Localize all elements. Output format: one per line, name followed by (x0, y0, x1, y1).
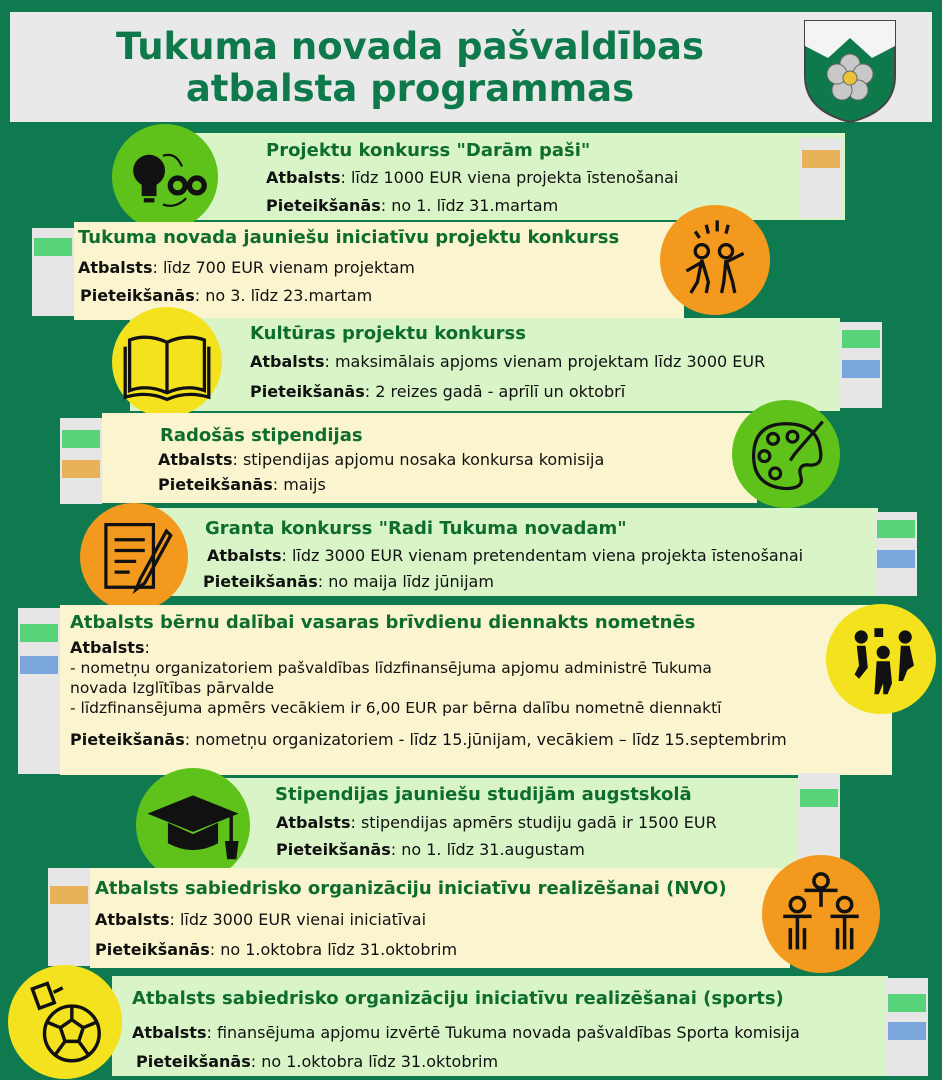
card-tab (18, 608, 60, 774)
program-title: Kultūras projektu konkurss (250, 323, 526, 344)
program-title: Atbalsts sabiedrisko organizāciju iniciatīvu realizēšanai (NVO) (95, 878, 727, 899)
graduation-cap-icon (136, 768, 250, 882)
program-apply: Pieteikšanās: no 1.oktobra līdz 31.oktobrim (136, 1052, 499, 1071)
program-title: Tukuma novada jauniešu iniciatīvu projektu konkurss (78, 227, 620, 248)
lightbulb-gears-icon (112, 124, 218, 230)
tab-marker (20, 656, 58, 674)
card-tab (60, 418, 102, 504)
program-support: Atbalsts: līdz 3000 EUR vienam pretendentam viena projekta īstenošanai (207, 546, 804, 565)
program-apply: Pieteikšanās: maijs (158, 475, 326, 494)
document-pen-icon (80, 503, 188, 611)
card-tab (48, 868, 90, 966)
program-support: Atbalsts: (70, 638, 150, 657)
program-detail: novada Izglītības pārvalde (70, 679, 275, 697)
program-apply: Pieteikšanās: 2 reizes gadā - aprīlī un oktobrī (250, 382, 626, 401)
header-banner (10, 12, 932, 122)
coat-of-arms-icon (800, 16, 900, 126)
paint-palette-icon (732, 400, 840, 508)
program-support: Atbalsts: līdz 1000 EUR viena projekta īstenošanai (266, 168, 679, 187)
program-title: Stipendijas jauniešu studijām augstskolā (275, 784, 692, 805)
program-support: Atbalsts: finansējuma apjomu izvērtē Tukuma novada pašvaldības Sporta komisija (132, 1023, 800, 1042)
tab-marker (888, 1022, 926, 1040)
program-support: Atbalsts: līdz 700 EUR vienam projektam (78, 258, 415, 277)
tab-marker (877, 520, 915, 538)
program-title: Granta konkurss "Radi Tukuma novadam" (205, 518, 627, 539)
tab-marker (842, 330, 880, 348)
program-title: Atbalsts bērnu dalībai vasaras brīvdienu diennakts nometnēs (70, 612, 696, 633)
tab-marker (802, 150, 840, 168)
program-support: Atbalsts: maksimālais apjoms vienam projektam līdz 3000 EUR (250, 352, 766, 371)
program-title: Radošās stipendijas (160, 425, 363, 446)
children-playing-icon (826, 604, 936, 714)
tab-marker (34, 238, 72, 256)
card-tab (840, 322, 882, 408)
card-tab (798, 773, 840, 863)
card-tab (875, 512, 917, 596)
card-tab (800, 138, 842, 218)
page-title: Tukuma novada pašvaldības atbalsta programmas (116, 25, 704, 110)
tab-marker (62, 460, 100, 478)
youth-group-icon (660, 205, 770, 315)
tab-marker (50, 886, 88, 904)
card-tab (32, 228, 74, 316)
program-apply: Pieteikšanās: no 1. līdz 31.augustam (276, 840, 585, 859)
program-apply: Pieteikšanās: no 1.oktobra līdz 31.oktobrim (95, 940, 458, 959)
tab-marker (877, 550, 915, 568)
program-apply: Pieteikšanās: no 1. līdz 31.martam (266, 196, 559, 215)
tab-marker (888, 994, 926, 1012)
program-detail: - līdzfinansējuma apmērs vecākiem ir 6,00 EUR par bērna dalību nometnē diennaktī (70, 699, 722, 717)
tab-marker (62, 430, 100, 448)
tab-marker (842, 360, 880, 378)
people-celebrating-icon (762, 855, 880, 973)
tab-marker (800, 789, 838, 807)
program-apply: Pieteikšanās: nometņu organizatoriem - līdz 15.jūnijam, vecākiem – līdz 15.septembrim (70, 730, 787, 749)
program-title: Atbalsts sabiedrisko organizāciju iniciatīvu realizēšanai (sports) (132, 988, 784, 1009)
program-apply: Pieteikšanās: no 3. līdz 23.martam (80, 286, 373, 305)
tab-marker (20, 624, 58, 642)
program-support: Atbalsts: līdz 3000 EUR vienai iniciatīvai (95, 910, 427, 929)
open-book-icon (112, 307, 222, 417)
program-detail: - nometņu organizatoriem pašvaldības līdzfinansējuma apjomu administrē Tukuma (70, 659, 712, 677)
program-support: Atbalsts: stipendijas apmērs studiju gadā ir 1500 EUR (276, 813, 717, 832)
program-apply: Pieteikšanās: no maija līdz jūnijam (203, 572, 494, 591)
card-tab (886, 978, 928, 1076)
program-support: Atbalsts: stipendijas apjomu nosaka konkursa komisija (158, 450, 605, 469)
program-title: Projektu konkurss "Darām paši" (266, 140, 591, 161)
football-whistle-icon (8, 965, 122, 1079)
